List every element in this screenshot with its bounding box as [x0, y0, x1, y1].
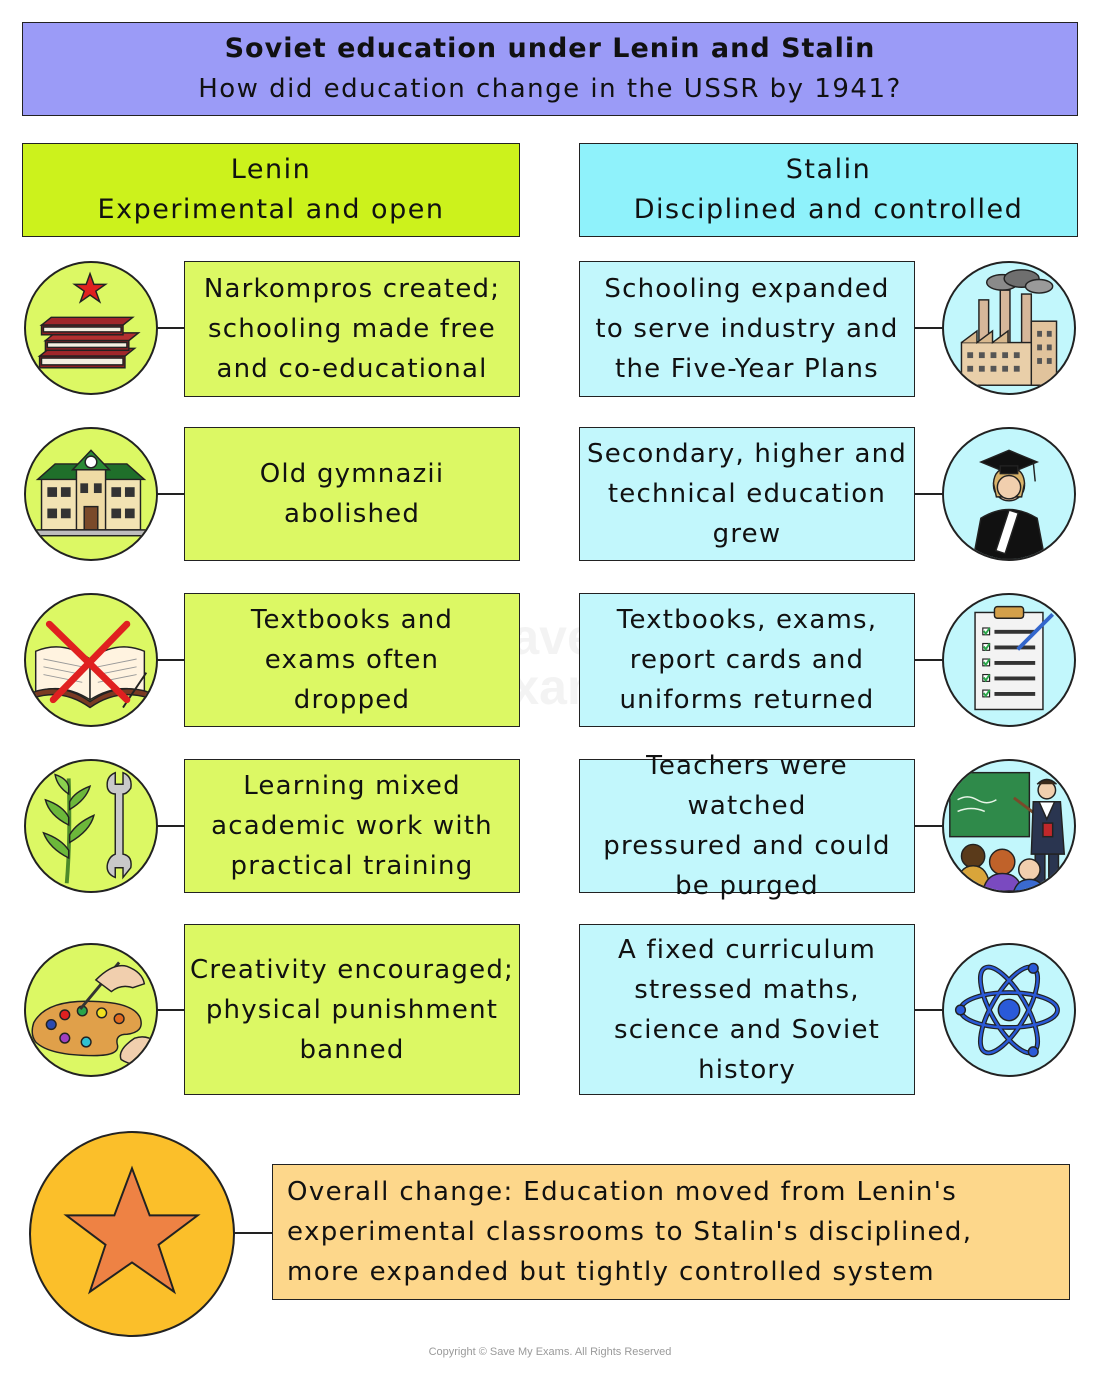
teacher-at-blackboard-icon — [942, 759, 1076, 893]
lenin-point-4-text: Learning mixed academic work with practical training — [211, 771, 493, 881]
connector — [914, 659, 943, 661]
connector — [157, 825, 185, 827]
title-box — [22, 22, 1078, 116]
stalin-point-3 — [579, 593, 915, 727]
overall-change-box — [272, 1164, 1070, 1300]
paint-palette-icon — [24, 943, 158, 1077]
copyright-notice: Copyright © Save My Exams. All Rights Reserved — [428, 1346, 672, 1358]
crop-and-spanner-icon — [24, 759, 158, 893]
page-subtitle: How did education change in the USSR by 1941? — [198, 74, 902, 104]
stalin-point-1-text: Schooling expanded to serve industry and the Five-Year Plans — [595, 274, 899, 384]
lenin-point-5-text: Creativity encouraged; physical punishment banned — [189, 954, 515, 1065]
star-icon — [29, 1131, 235, 1337]
stalin-point-2 — [579, 427, 915, 561]
connector — [914, 825, 943, 827]
stalin-point-5 — [579, 924, 915, 1095]
lenin-point-1 — [184, 261, 520, 397]
stalin-tagline: Disciplined and controlled — [633, 194, 1024, 225]
crossed-out-book-icon — [24, 593, 158, 727]
overall-change-text: Overall change: Education moved from Lenin's experimental classrooms to Stalin's disciplined, more expanded but tightly controlled system — [287, 1177, 973, 1287]
connector — [234, 1232, 273, 1234]
connector — [914, 1009, 943, 1011]
clipboard-checklist-icon — [942, 593, 1076, 727]
stalin-point-4 — [579, 751, 915, 901]
stalin-point-5-text: A fixed curriculum stressed maths, science and Soviet history — [613, 934, 881, 1085]
lenin-point-3 — [184, 593, 520, 727]
school-building-icon — [24, 427, 158, 561]
page-title: Soviet education under Lenin and Stalin — [224, 33, 876, 64]
connector — [914, 493, 943, 495]
lenin-point-1-text: Narkompros created; schooling made free and co-educational — [203, 274, 501, 384]
lenin-point-5 — [184, 924, 520, 1095]
connector — [157, 659, 185, 661]
stalin-point-1 — [579, 261, 915, 397]
lenin-point-3-text: Textbooks and exams often dropped — [250, 605, 454, 715]
stalin-point-4-text: Teachers were watched pressured and could be purged — [603, 751, 891, 901]
factory-icon — [942, 261, 1076, 395]
graduate-icon — [942, 427, 1076, 561]
lenin-point-4 — [184, 759, 520, 893]
stalin-point-3-text: Textbooks, exams, report cards and uniforms returned — [616, 605, 878, 715]
lenin-name: Lenin — [230, 154, 312, 185]
connector — [157, 493, 185, 495]
stalin-header — [579, 143, 1078, 237]
connector — [157, 1009, 185, 1011]
lenin-point-2-text: Old gymnazii abolished — [259, 459, 445, 529]
lenin-header — [22, 143, 520, 237]
lenin-tagline: Experimental and open — [97, 194, 445, 225]
books-with-red-star-icon — [24, 261, 158, 395]
connector — [914, 327, 943, 329]
lenin-point-2 — [184, 427, 520, 561]
atom-icon — [942, 943, 1076, 1077]
stalin-point-2-text: Secondary, higher and technical education grew — [587, 439, 907, 549]
connector — [157, 327, 185, 329]
stalin-name: Stalin — [785, 154, 872, 185]
